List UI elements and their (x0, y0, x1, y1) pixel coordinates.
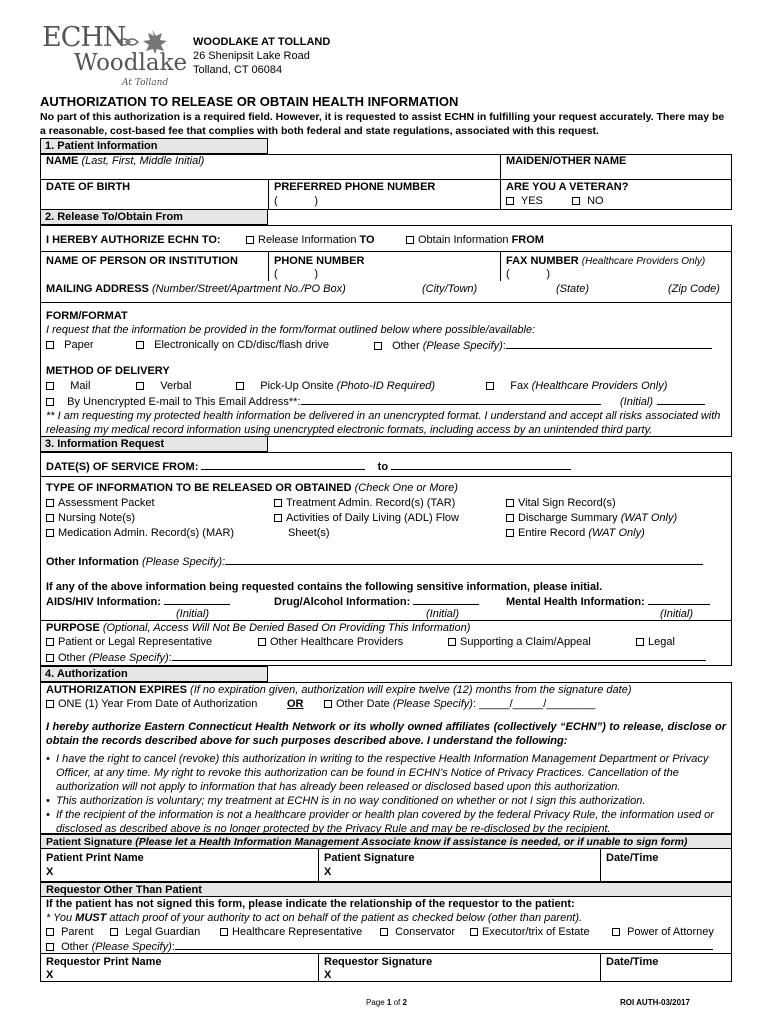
requestor-header: Requestor Other Than Patient (46, 884, 202, 896)
purpose-other-input[interactable] (172, 651, 706, 661)
divider (40, 302, 732, 303)
checkbox-icon[interactable] (246, 236, 254, 244)
checkbox-icon[interactable] (572, 197, 580, 205)
dates-of-service-label: DATE(S) OF SERVICE FROM: to (46, 460, 571, 474)
date-from-input[interactable] (201, 460, 365, 470)
aids-initial-input[interactable] (164, 595, 230, 605)
other-information-input[interactable] (225, 555, 703, 565)
bullet-item: • This authorization is voluntary; my treatment at ECHN is in no way conditioned on whether or not I sign this authorization. (46, 794, 726, 808)
city-label: (City/Town) (422, 283, 478, 295)
rel-other-input[interactable] (175, 940, 713, 950)
patient-print-name-x[interactable]: X (46, 866, 54, 878)
checkbox-icon[interactable] (236, 382, 244, 390)
divider (318, 953, 319, 982)
delivery-label: METHOD OF DELIVERY (46, 365, 170, 377)
checkbox-icon[interactable] (506, 197, 514, 205)
type-adl-cont: Sheet(s) (288, 527, 330, 539)
purpose-other[interactable]: Other (Please Specify): (46, 651, 706, 665)
purpose-legal[interactable]: Legal (636, 636, 675, 649)
fax-number-field[interactable]: ( ) (506, 268, 550, 280)
or-label: OR (287, 698, 304, 710)
bullet-item: • I have the right to cancel (revoke) this authorization in writing to the respective Health Information Management Department or Privacy Officer, at any time. My right to revoke this authorization can be found in ECHN’s Notice of Privacy Practices. Cancellation of the authorization will not apply to information that has already been released or disclosed based upon this authorization. (46, 752, 726, 794)
aids-initial-caption: (Initial) (176, 608, 210, 620)
logo-echn-text: ECHN (42, 22, 126, 53)
checkbox-icon[interactable] (46, 514, 54, 522)
unencrypted-risk-note: ** I am requesting my protected health information be delivered in an unencrypted format. I understand and accept all risks associated with releasing my medical record information using unencrypted electronic formats, including access by an unintended third party. (46, 410, 721, 436)
mental-health-label: Mental Health Information: (506, 595, 710, 609)
checkbox-icon[interactable] (220, 928, 228, 936)
drug-alcohol-label: Drug/Alcohol Information: (274, 595, 479, 609)
authorization-statement: I hereby authorize Eastern Connecticut Health Network or its wholly owned affiliates (collectively “ECHN”) to release, disclose or obtain the records described above for such purposes described above. I understand the following: (46, 721, 726, 747)
rel-other[interactable]: Other (Please Specify): (46, 940, 713, 954)
mental-initial-caption: (Initial) (660, 608, 694, 620)
patient-signature-header: Patient Signature (Please let a Health Information Management Associate know if assistance is needed, or if unable to sign form) (46, 836, 688, 848)
checkbox-icon[interactable] (46, 341, 54, 349)
format-description: I request that the information be provided in the form/format outlined below where possible/available: (46, 324, 536, 336)
maiden-label: MAIDEN/OTHER NAME (506, 155, 627, 167)
type-label: TYPE OF INFORMATION TO BE RELEASED OR OBTAINED (Check One or More) (46, 482, 458, 494)
format-other-input[interactable] (506, 339, 712, 349)
requestor-date-label: Date/Time (606, 956, 659, 968)
intro-text: No part of this authorization is a required field. However, it is requested to assist ECHN in fulfilling your request accurately. There may be a reasonable, cost-based fee that complies with both federal and state regulations, associated with this request. (40, 111, 725, 137)
checkbox-icon[interactable] (274, 514, 282, 522)
checkbox-icon[interactable] (46, 529, 54, 537)
rel-parent[interactable]: Parent (46, 926, 93, 939)
checkbox-icon[interactable] (448, 638, 456, 646)
type-assessment[interactable]: Assessment Packet (46, 497, 155, 510)
checkbox-icon[interactable] (46, 943, 54, 951)
delivery-email[interactable]: By Unencrypted E-mail to This Email Address**: (46, 395, 601, 409)
format-paper[interactable]: Paper (46, 339, 93, 352)
drug-initial-caption: (Initial) (426, 608, 460, 620)
type-nursing[interactable]: Nursing Note(s) (46, 512, 135, 525)
divider (40, 620, 732, 621)
divider (500, 154, 501, 210)
requestor-signature-label: Requestor Signature (324, 956, 433, 968)
mental-initial-input[interactable] (648, 595, 710, 605)
requestor-print-name-label: Requestor Print Name (46, 956, 162, 968)
checkbox-icon[interactable] (136, 341, 144, 349)
checkbox-icon[interactable] (374, 342, 382, 350)
date-to-input[interactable] (391, 460, 571, 470)
purpose-patient-rep[interactable]: Patient or Legal Representative (46, 636, 212, 649)
checkbox-icon[interactable] (506, 499, 514, 507)
delivery-fax[interactable]: Fax (Healthcare Providers Only) (486, 380, 667, 393)
type-discharge[interactable]: Discharge Summary (WAT Only) (506, 512, 677, 525)
checkbox-icon[interactable] (470, 928, 478, 936)
purpose-claim[interactable]: Supporting a Claim/Appeal (448, 636, 591, 649)
email-initial-label: (Initial) (620, 395, 705, 409)
expires-one-year[interactable]: ONE (1) Year From Date of Authorization (46, 698, 257, 711)
checkbox-icon[interactable] (274, 499, 282, 507)
checkbox-icon[interactable] (46, 398, 54, 406)
patient-date-label: Date/Time (606, 852, 659, 864)
purpose-healthcare[interactable]: Other Healthcare Providers (258, 636, 403, 649)
obtain-from-option[interactable]: Obtain Information FROM (406, 234, 544, 247)
divider (268, 251, 269, 281)
checkbox-icon[interactable] (46, 928, 54, 936)
authorization-bullets (46, 752, 726, 836)
logo-at-tolland-text: At Tolland (122, 78, 169, 88)
divider (500, 251, 501, 281)
checkbox-icon[interactable] (636, 638, 644, 646)
checkbox-icon[interactable] (258, 638, 266, 646)
checkbox-icon[interactable] (46, 638, 54, 646)
format-label: FORM/FORMAT (46, 310, 128, 322)
format-other[interactable]: Other (Please Specify): (374, 339, 712, 353)
veteran-yes[interactable]: YES (506, 195, 543, 208)
divider (600, 849, 601, 882)
person-institution-label: NAME OF PERSON OR INSTITUTION (46, 255, 238, 267)
checkbox-icon[interactable] (506, 529, 514, 537)
checkbox-icon[interactable] (110, 928, 118, 936)
requestor-intro: If the patient has not signed this form, please indicate the relationship of the requestor to the patient: (46, 898, 575, 910)
email-initial-input[interactable] (657, 395, 705, 405)
release-to-option[interactable]: Release Information TO (246, 234, 375, 247)
dob-label: DATE OF BIRTH (46, 181, 131, 193)
divider (40, 953, 732, 954)
logo-woodlake-text: Woodlake (74, 50, 188, 76)
divider (600, 953, 601, 982)
page-title: AUTHORIZATION TO RELEASE OR OBTAIN HEALTH INFORMATION (40, 94, 459, 109)
purpose-label: PURPOSE (Optional, Access Will Not Be Denied Based On Providing This Information) (46, 622, 471, 634)
preferred-phone-label: PREFERRED PHONE NUMBER (274, 181, 436, 193)
checkbox-icon[interactable] (46, 499, 54, 507)
rel-conservator[interactable]: Conservator (380, 926, 455, 939)
patient-signature-label: Patient Signature (324, 852, 415, 864)
facility-city: Tolland, CT 06084 (193, 64, 283, 76)
divider (318, 849, 319, 882)
requestor-print-name-x[interactable]: X (46, 969, 54, 981)
checkbox-icon[interactable] (46, 700, 54, 708)
type-tar[interactable]: Treatment Admin. Record(s) (TAR) (274, 497, 455, 510)
aids-hiv-label: AIDS/HIV Information: (46, 595, 230, 609)
name-label: NAME (Last, First, Middle Initial) (46, 155, 205, 167)
type-mar[interactable]: Medication Admin. Record(s) (MAR) (46, 527, 234, 540)
phone-number-field[interactable]: ( ) (274, 268, 318, 280)
facility-street: 26 Shenipsit Lake Road (193, 50, 310, 62)
fax-number-label: FAX NUMBER (Healthcare Providers Only) (506, 255, 706, 267)
divider (40, 476, 732, 477)
delivery-pickup[interactable]: Pick-Up Onsite (Photo-ID Required) (236, 380, 435, 393)
patient-print-name-label: Patient Print Name (46, 852, 144, 864)
sensitive-info-label: If any of the above information being requested contains the following sensitive information, please initial. (46, 581, 603, 593)
authorization-expires-label: AUTHORIZATION EXPIRES (If no expiration given, authorization will expire twelve (12) months from the signature date) (46, 684, 632, 696)
requestor-note: * You MUST attach proof of your authority to act on behalf of the patient as checked below (other than parent). (46, 912, 583, 924)
section-1-header: 1. Patient Information (40, 138, 268, 154)
mailing-address-label: MAILING ADDRESS (Number/Street/Apartment No./PO Box) (46, 283, 346, 295)
checkbox-icon[interactable] (612, 928, 620, 936)
format-electronic[interactable]: Electronically on CD/disc/flash drive (136, 339, 329, 352)
type-vital[interactable]: Vital Sign Record(s) (506, 497, 616, 510)
phone-number-label: PHONE NUMBER (274, 255, 365, 267)
state-label: (State) (556, 283, 590, 295)
checkbox-icon[interactable] (486, 382, 494, 390)
patient-signature-x[interactable]: X (324, 866, 332, 878)
other-information-label: Other Information (Please Specify): (46, 555, 703, 569)
page-number: Page 1 of 2 (366, 998, 407, 1007)
divider (268, 179, 269, 210)
bullet-item: • If the recipient of the information is not a healthcare provider or health plan covered by the federal Privacy Rule, the information used or disclosed as described above is no longer protected by the Privacy Rule and may be re-disclosed by the recipient. (46, 808, 726, 836)
section-2-header: 2. Release To/Obtain From (40, 209, 268, 225)
divider (40, 251, 732, 252)
preferred-phone-field[interactable]: ( ) (274, 195, 318, 207)
drug-initial-input[interactable] (413, 595, 479, 605)
email-input[interactable] (301, 395, 601, 405)
type-adl[interactable]: Activities of Daily Living (ADL) Flow (274, 512, 459, 525)
divider (40, 179, 732, 180)
checkbox-icon[interactable] (136, 382, 144, 390)
delivery-mail[interactable]: Mail (46, 380, 90, 393)
veteran-label: ARE YOU A VETERAN? (506, 181, 629, 193)
checkbox-icon[interactable] (324, 700, 332, 708)
section-4-header: 4. Authorization (40, 666, 268, 682)
rel-guardian[interactable]: Legal Guardian (110, 926, 200, 939)
authorize-label: I HEREBY AUTHORIZE ECHN TO: (46, 234, 221, 246)
rel-executor[interactable]: Executor/trix of Estate (470, 926, 590, 939)
requestor-signature-x[interactable]: X (324, 969, 332, 981)
type-entire[interactable]: Entire Record (WAT Only) (506, 527, 645, 540)
checkbox-icon[interactable] (46, 654, 54, 662)
checkbox-icon[interactable] (406, 236, 414, 244)
checkbox-icon[interactable] (380, 928, 388, 936)
section-3-header: 3. Information Request (40, 436, 268, 452)
veteran-no[interactable]: NO (572, 195, 604, 208)
facility-name: WOODLAKE AT TOLLAND (193, 36, 331, 48)
expires-other-date[interactable]: Other Date (Please Specify): _____/_____/________ (324, 698, 595, 711)
form-code: ROI AUTH-03/2017 (620, 998, 690, 1007)
zip-label: (Zip Code) (668, 283, 720, 295)
checkbox-icon[interactable] (506, 514, 514, 522)
delivery-verbal[interactable]: Verbal (136, 380, 191, 393)
rel-poa[interactable]: Power of Attorney (612, 926, 714, 939)
rel-healthcare-rep[interactable]: Healthcare Representative (220, 926, 362, 939)
logo (40, 22, 190, 92)
checkbox-icon[interactable] (46, 382, 54, 390)
